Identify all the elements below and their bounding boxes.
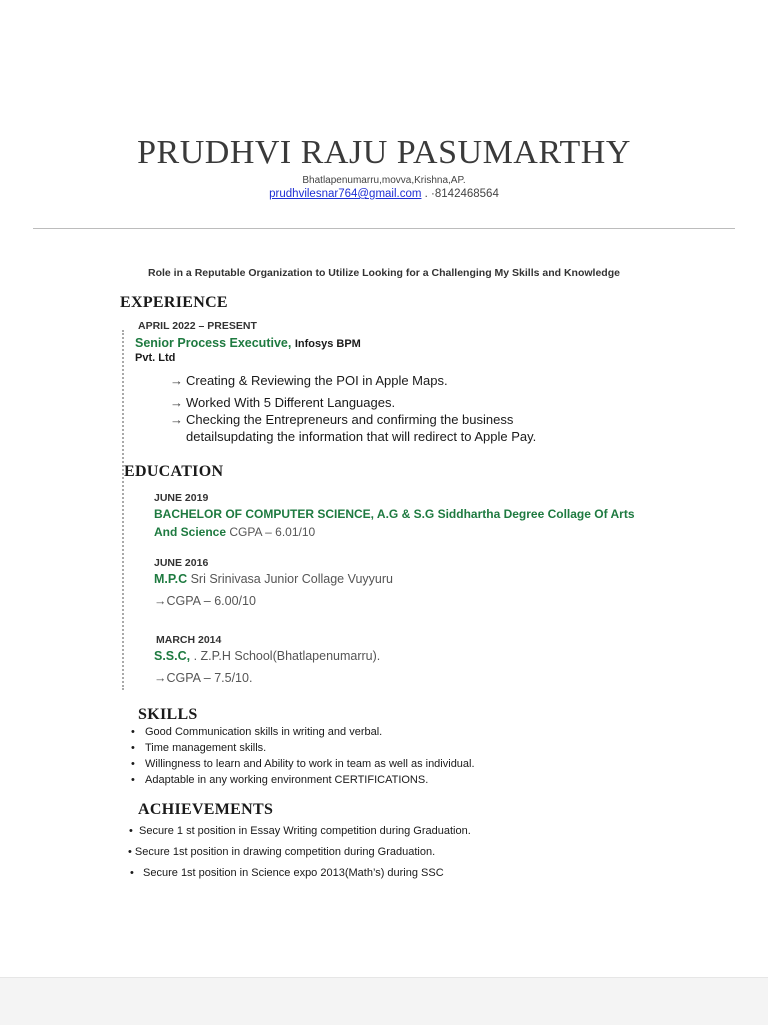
experience-role: [135, 336, 361, 350]
skills-heading: SKILLS: [138, 706, 198, 723]
company: Infosys BPM: [294, 338, 361, 350]
experience-heading: EXPERIENCE: [120, 294, 228, 311]
education-score: →CGPA – 6.00/10: [154, 594, 256, 608]
contact-line: [0, 188, 768, 200]
bullet-icon: •: [128, 846, 132, 858]
address: Bhatlapenumarru,movva,Krishna,AP.: [302, 175, 466, 186]
bullet-icon: •: [131, 742, 135, 754]
education-heading: EDUCATION: [124, 463, 224, 480]
skills-list: [131, 724, 475, 788]
objective: Role in a Reputable Organization to Utilize Looking for a Challenging My Skills and Knowledge: [148, 267, 620, 279]
bullet-icon: •: [131, 726, 135, 738]
bullet-icon: •: [130, 867, 134, 879]
education-title: M.P.C Sri Srinivasa Junior Collage Vuyyuru: [154, 572, 394, 586]
education-date: JUNE 2016: [154, 557, 209, 569]
experience-item-cont: detailsupdating the information that will redirect to Apple Pay.: [186, 429, 537, 444]
list-item: • Secure 1st position in Science expo 2013(Math’s) during SSC: [130, 867, 444, 879]
achievements-heading: ACHIEVEMENTS: [138, 801, 274, 818]
viewer-footer-band: [0, 977, 768, 1025]
experience-item: → Checking the Entrepreneurs and confirming the business: [170, 412, 514, 427]
arrow-icon: →: [154, 594, 167, 608]
experience-item: → Creating & Reviewing the POI in Apple Maps.: [170, 373, 448, 388]
list-item: • Willingness to learn and Ability to work in team as well as individual.: [131, 758, 475, 770]
education-date: MARCH 2014: [156, 634, 222, 646]
company-cont: Pvt. Ltd: [135, 352, 176, 364]
timeline-line: [122, 330, 124, 690]
education-degree: BACHELOR OF COMPUTER SCIENCE, A.G & S.G Siddhartha Degree Collage Of Arts: [154, 507, 635, 521]
candidate-name: PRUDHVI RAJU PASUMARTHY: [137, 134, 631, 171]
header-divider: [33, 228, 735, 229]
list-item: • Good Communication skills in writing and verbal.: [131, 726, 383, 738]
list-item: • Secure 1st position in drawing competition during Graduation.: [128, 846, 436, 858]
experience-period: APRIL 2022 – PRESENT: [138, 320, 257, 332]
bullet-icon: •: [129, 825, 133, 837]
bullet-icon: •: [131, 758, 135, 770]
role-title: Senior Process Executive,: [135, 336, 292, 350]
list-item: • Secure 1 st position in Essay Writing competition during Graduation.: [129, 825, 471, 837]
email-link[interactable]: prudhvilesnar764@gmail.com: [269, 188, 422, 200]
education-degree-cont: And Science CGPA – 6.01/10: [154, 525, 316, 539]
education-title: S.S.C, . Z.P.H School(Bhatlapenumarru).: [154, 649, 381, 663]
bullet-icon: •: [131, 774, 135, 786]
phone: . ·8142468564: [421, 188, 499, 200]
education-score: →CGPA – 7.5/10.: [154, 671, 253, 685]
list-item: • Adaptable in any working environment CERTIFICATIONS.: [131, 774, 429, 786]
education-date: JUNE 2019: [154, 492, 209, 504]
list-item: • Time management skills.: [131, 742, 267, 754]
arrow-icon: →: [154, 671, 167, 685]
experience-item: → Worked With 5 Different Languages.: [170, 395, 396, 410]
arrow-icon: →: [170, 395, 183, 410]
arrow-icon: →: [170, 412, 183, 427]
arrow-icon: →: [170, 373, 183, 388]
